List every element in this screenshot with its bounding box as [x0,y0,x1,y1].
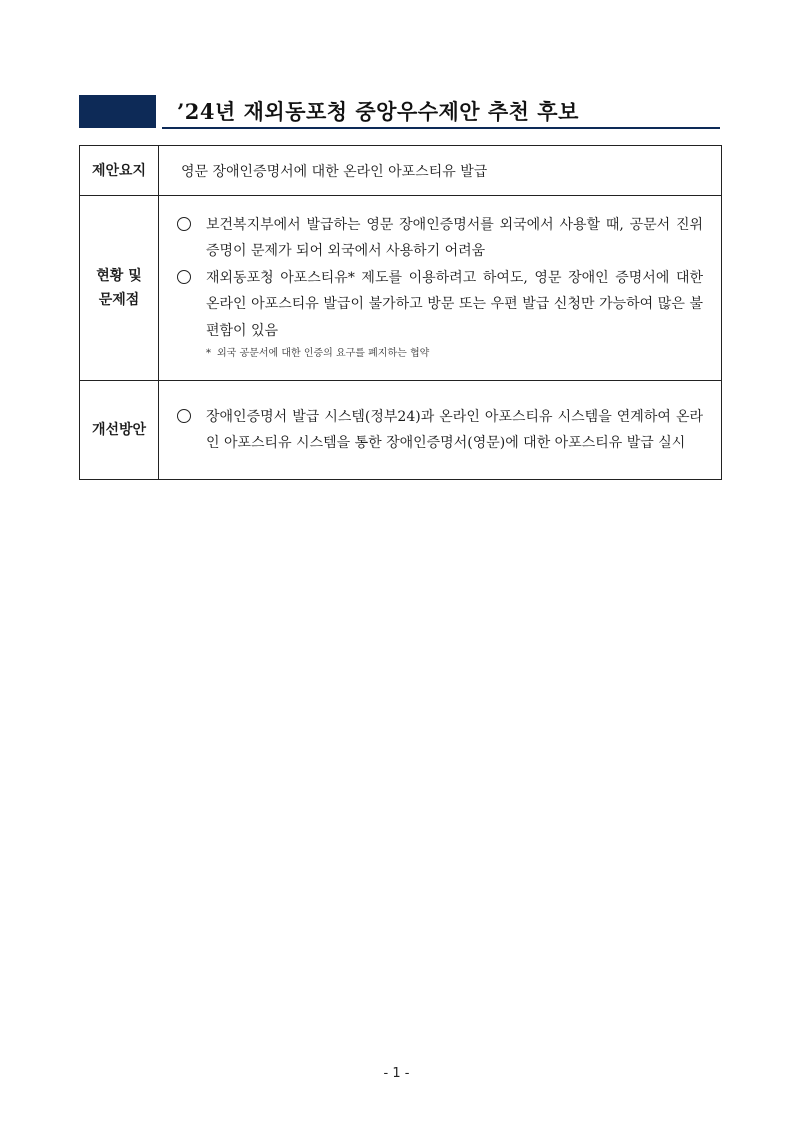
status-label [80,196,159,381]
improvement-cell [159,381,722,480]
document-title: ’24년 재외동포청 중앙우수제안 추천 후보 [177,99,579,124]
list-item [177,212,703,265]
circle-bullet-icon [177,217,191,231]
summary-cell [159,146,722,196]
title-block [79,95,720,131]
list-item [177,265,703,345]
status-label-line2: 문제점 [98,292,140,308]
footnote [177,344,703,364]
status-cell [159,196,722,381]
status-item-text: 보건복지부에서 발급하는 영문 장애인증명서를 외국에서 사용할 때, 공문서 진위 증명이 문제가 되어 외국에서 사용하기 어려움 [206,216,703,260]
improvement-row [80,381,722,480]
title-underline [162,127,720,129]
status-label-line1: 현황 및 [96,268,142,284]
page-number: - 1 - [383,1066,410,1081]
circle-bullet-icon [177,270,191,284]
proposal-table [79,145,722,480]
summary-row [80,146,722,196]
footnote-mark: * [206,348,211,360]
improvement-item-text: 장애인증명서 발급 시스템(정부24)과 온라인 아포스티유 시스템을 연계하여 온라인 아포스티유 시스템을 통한 장애인증명서(영문)에 대한 아포스티유 발급 실시 [206,408,703,451]
title-accent-bar [79,95,156,128]
summary-label: 제안요지 [80,146,159,196]
status-row [80,196,722,381]
footnote-text: 외국 공문서에 대한 인증의 요구를 폐지하는 협약 [217,348,430,360]
list-item [177,404,703,457]
status-item-text: 재외동포청 아포스티유* 제도를 이용하려고 하여도, 영문 장애인 증명서에 대한 온라인 아포스티유 발급이 불가하고 방문 또는 우편 발급 신청만 가능하여 많은 불편함이 있음 [206,269,703,339]
summary-text: 영문 장애인증명서에 대한 온라인 아포스티유 발급 [181,163,488,180]
improvement-label: 개선방안 [80,381,159,480]
circle-bullet-icon [177,409,191,423]
